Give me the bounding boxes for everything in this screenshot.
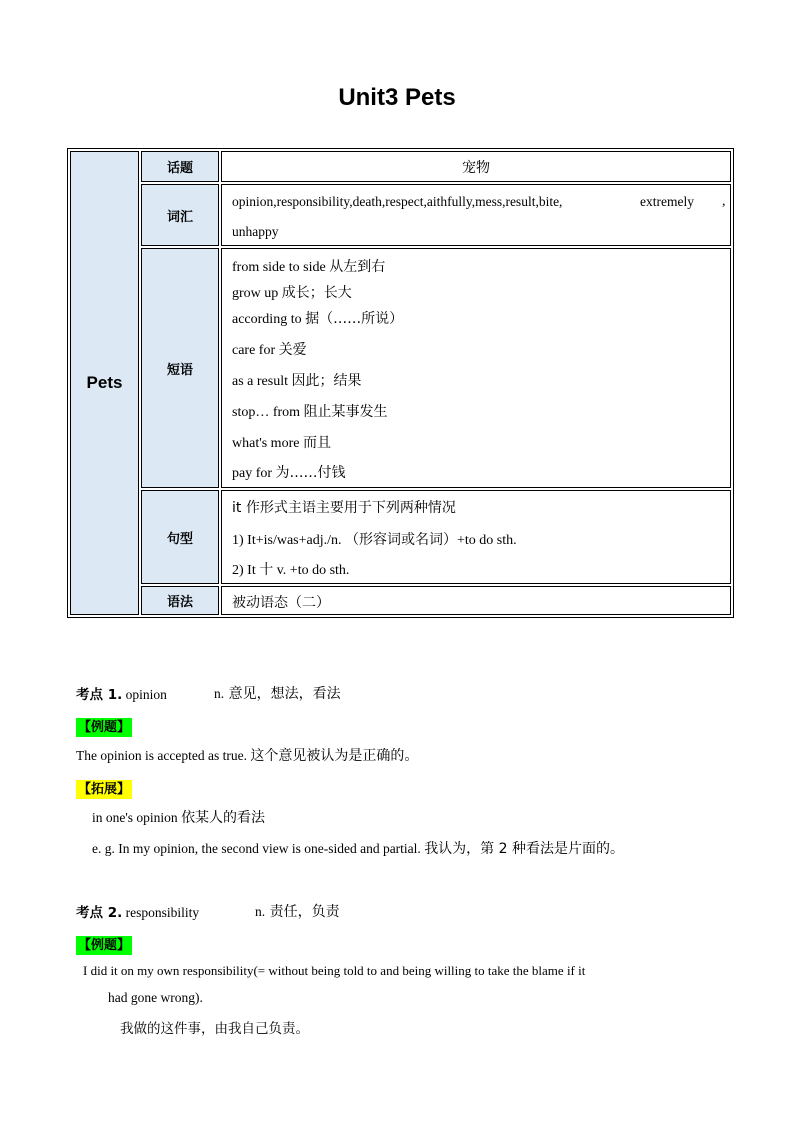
point-2-example-line-1: I did it on my own responsibility(= without being told to and being willing to take the blame if it — [83, 963, 586, 978]
grammar-label: 语法 — [166, 595, 193, 610]
sentence-line-1: it 作形式主语主要用于下列两种情况 — [232, 500, 456, 516]
phrase-label-cell — [141, 248, 219, 488]
vocab-words: opinion,responsibility,death,respect,aithfully,mess,result,bite, — [232, 194, 563, 209]
point-2-example-tag: 【例题】 — [78, 938, 131, 953]
point-2-heading: 考点 2. responsibility — [76, 905, 200, 921]
topic-label-cell — [141, 151, 219, 182]
point-1-extension-example: e. g. In my opinion, the second view is one-sided and partial. 我认为，第 2 种看法是片面的。 — [92, 841, 624, 857]
vocab-label: 词汇 — [166, 209, 193, 225]
phrase-label: 短语 — [166, 362, 193, 378]
page-title: Unit3 Pets — [338, 84, 456, 111]
topic-value-cell — [221, 151, 731, 182]
phrase-value-cell — [221, 248, 731, 488]
phrase-item: care for 关爱 — [232, 342, 307, 358]
point-1-example-tag: 【例题】 — [78, 720, 131, 735]
point-1-extension-phrase: in one's opinion 依某人的看法 — [92, 810, 266, 826]
point-2-example-line-2: had gone wrong). — [108, 990, 203, 1005]
point-1-example: The opinion is accepted as true. 这个意见被认为是正确的。 — [76, 748, 419, 764]
point-2-meaning: n. 责任，负责 — [255, 904, 340, 920]
phrase-item: according to 据（……所说） — [232, 311, 404, 327]
sentence-label-cell — [141, 490, 219, 584]
vocab-value-cell — [221, 184, 731, 246]
vocab-label-cell — [141, 184, 219, 246]
grammar-label-cell — [141, 586, 219, 615]
grammar-value: 被动语态（二） — [232, 595, 330, 611]
sentence-value-cell — [221, 490, 731, 584]
side-label: Pets — [86, 373, 123, 392]
summary-table — [67, 148, 734, 618]
topic-label: 话题 — [166, 161, 193, 176]
phrase-item: grow up 成长；长大 — [232, 285, 352, 301]
phrase-item: stop… from 阻止某事发生 — [232, 404, 388, 420]
topic-value: 宠物 — [462, 159, 490, 176]
vocab-comma: , — [722, 194, 726, 209]
phrase-item: pay for 为……付钱 — [232, 465, 346, 481]
phrase-item: what's more 而且 — [232, 435, 331, 451]
sentence-line-3: 2) It 十 v. +to do sth. — [232, 562, 350, 578]
phrase-item: from side to side 从左到右 — [232, 259, 386, 275]
sentence-label: 句型 — [166, 531, 193, 547]
vocab-extreme: extremely — [640, 194, 694, 209]
point-2-example-translation: 我做的这件事，由我自己负责。 — [120, 1021, 309, 1037]
grammar-value-cell — [221, 586, 731, 615]
vocab-line2: unhappy — [232, 224, 279, 239]
point-1-extension-tag: 【拓展】 — [78, 782, 131, 797]
point-1-meaning: n. 意见，想法，看法 — [214, 686, 341, 702]
phrase-item: as a result 因此；结果 — [232, 373, 362, 389]
side-label-cell — [70, 151, 139, 615]
sentence-line-2: 1) It+is/was+adj./n. （形容词或名词）+to do sth. — [232, 532, 517, 548]
point-1-heading: 考点 1. opinion — [76, 687, 167, 703]
